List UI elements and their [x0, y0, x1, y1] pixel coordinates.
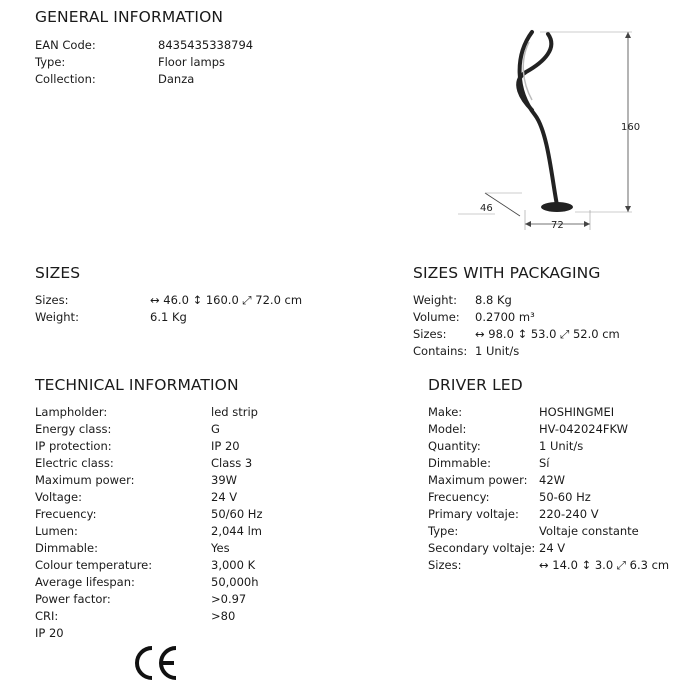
field-value: G — [211, 422, 220, 436]
field-label: Contains: — [413, 344, 468, 358]
sizes-heading: SIZES — [35, 264, 81, 282]
field-label: Power factor: — [35, 592, 111, 606]
packaging-row — [413, 309, 693, 326]
height-label: 160 — [621, 122, 640, 133]
driver-row — [428, 540, 693, 557]
field-label: Sizes: — [428, 558, 462, 572]
field-value: Floor lamps — [158, 55, 226, 69]
technical-row — [35, 489, 365, 506]
field-value: 50/60 Hz — [211, 507, 263, 521]
driver-row — [428, 489, 693, 506]
field-value: HOSHINGMEI — [539, 405, 615, 419]
driver-led-heading: DRIVER LED — [428, 376, 523, 394]
driver-row — [428, 506, 693, 523]
field-label: Make: — [428, 405, 463, 419]
field-label: Dimmable: — [35, 541, 98, 555]
field-value: 0.2700 m³ — [475, 310, 535, 324]
field-value: ↔ 14.0 ↕ 3.0 ⤢ 6.3 cm — [539, 558, 670, 572]
technical-row — [35, 523, 365, 540]
field-label: Primary voltaje: — [428, 507, 519, 521]
general-row — [35, 37, 335, 54]
field-label: EAN Code: — [35, 38, 96, 52]
field-value: 6.1 Kg — [150, 310, 187, 324]
field-value: Voltaje constante — [539, 524, 639, 538]
field-value: 2,044 lm — [211, 524, 262, 538]
field-label: Type: — [35, 55, 66, 69]
technical-row — [35, 540, 365, 557]
field-label: Maximum power: — [428, 473, 528, 487]
field-label: Electric class: — [35, 456, 114, 470]
field-label: Dimmable: — [428, 456, 491, 470]
general-info-heading: GENERAL INFORMATION — [35, 8, 224, 26]
field-label: Frecuency: — [428, 490, 490, 504]
field-label: Frecuency: — [35, 507, 97, 521]
packaging-heading: SIZES WITH PACKAGING — [413, 264, 601, 282]
field-label: Weight: — [413, 293, 457, 307]
general-row — [35, 71, 335, 88]
technical-row — [35, 438, 365, 455]
packaging-row — [413, 292, 693, 309]
driver-row — [428, 472, 693, 489]
technical-row — [35, 608, 365, 625]
sizes-row — [35, 292, 365, 309]
driver-row — [428, 404, 693, 421]
field-label: Volume: — [413, 310, 460, 324]
field-value: Yes — [211, 541, 230, 555]
technical-row — [35, 506, 365, 523]
field-label: Sizes: — [35, 293, 69, 307]
technical-row — [35, 472, 365, 489]
field-label: Lampholder: — [35, 405, 108, 419]
field-value: 42W — [539, 473, 566, 487]
driver-row — [428, 438, 693, 455]
field-value: 24 V — [211, 490, 238, 504]
technical-info-heading: TECHNICAL INFORMATION — [35, 376, 239, 394]
general-row — [35, 54, 335, 71]
technical-row — [35, 557, 365, 574]
field-value: 1 Unit/s — [539, 439, 584, 453]
field-value: >0.97 — [211, 592, 247, 606]
field-value: 220-240 V — [539, 507, 599, 521]
field-value: HV-042024FKW — [539, 422, 629, 436]
field-value: Sí — [539, 456, 550, 470]
field-label: Weight: — [35, 310, 79, 324]
field-value: 39W — [211, 473, 238, 487]
field-value: led strip — [211, 405, 258, 419]
field-value: 50,000h — [211, 575, 259, 589]
field-label: Secondary voltaje: — [428, 541, 536, 555]
field-label: Type: — [428, 524, 459, 538]
technical-row — [35, 404, 365, 421]
sizes-row — [35, 309, 365, 326]
field-value: 1 Unit/s — [475, 344, 520, 358]
field-label: Model: — [428, 422, 467, 436]
field-value: 8435435338794 — [158, 38, 254, 52]
field-value: ↔ 46.0 ↕ 160.0 ⤢ 72.0 cm — [150, 293, 303, 307]
field-label: IP 20 — [35, 626, 64, 640]
field-value: 8.8 Kg — [475, 293, 512, 307]
technical-row — [35, 455, 365, 472]
driver-row — [428, 557, 693, 574]
field-label: CRI: — [35, 609, 59, 623]
driver-row — [428, 523, 693, 540]
technical-row — [35, 421, 365, 438]
ce-mark-icon — [134, 644, 180, 682]
driver-row — [428, 455, 693, 472]
field-label: Maximum power: — [35, 473, 135, 487]
field-value: Danza — [158, 72, 195, 86]
field-value: Class 3 — [211, 456, 253, 470]
field-label: Collection: — [35, 72, 96, 86]
field-value: 24 V — [539, 541, 566, 555]
width-label: 72 — [551, 220, 564, 231]
technical-row — [35, 591, 365, 608]
field-value: 3,000 K — [211, 558, 256, 572]
field-label: Average lifespan: — [35, 575, 135, 589]
driver-row — [428, 421, 693, 438]
technical-row — [35, 574, 365, 591]
technical-row — [35, 625, 365, 642]
depth-label: 46 — [480, 203, 493, 214]
floor-lamp-dimension-drawing — [440, 20, 640, 235]
field-label: Voltage: — [35, 490, 83, 504]
packaging-row — [413, 326, 693, 343]
field-label: Energy class: — [35, 422, 112, 436]
field-label: IP protection: — [35, 439, 112, 453]
field-label: Lumen: — [35, 524, 78, 538]
field-label: Sizes: — [413, 327, 447, 341]
field-label: Colour temperature: — [35, 558, 153, 572]
field-value: >80 — [211, 609, 236, 623]
packaging-row — [413, 343, 693, 360]
lamp-base — [541, 202, 573, 212]
field-label: Quantity: — [428, 439, 481, 453]
field-value: IP 20 — [211, 439, 240, 453]
field-value: ↔ 98.0 ↕ 53.0 ⤢ 52.0 cm — [475, 327, 620, 341]
field-value: 50-60 Hz — [539, 490, 591, 504]
